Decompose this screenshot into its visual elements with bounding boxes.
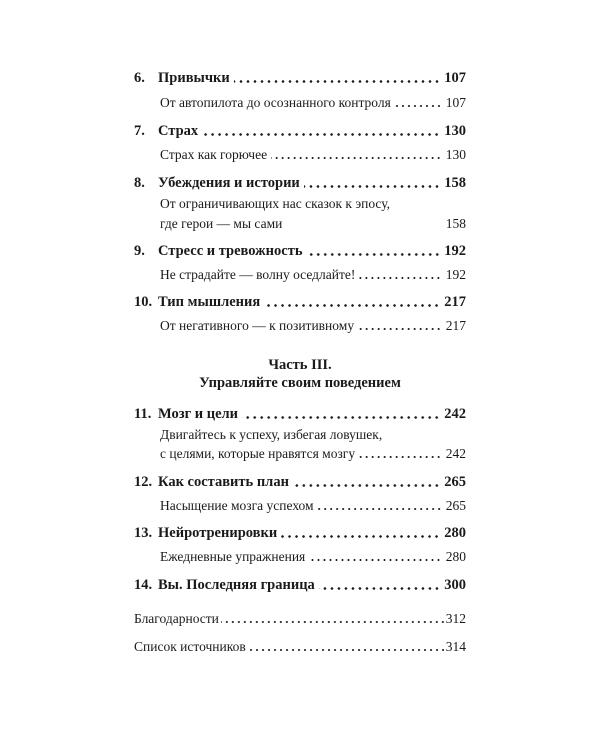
toc-chapter-7[interactable] (134, 120, 466, 140)
chapter-number: 6. (134, 70, 145, 86)
chapter-number: 10. (134, 294, 153, 310)
chapter-title: Нейротренировки (158, 525, 278, 541)
chapter-page: 265 (444, 474, 466, 490)
back-matter-page: 312 (445, 611, 466, 626)
toc-chapter-10[interactable] (134, 291, 466, 311)
dot-leader (309, 559, 441, 561)
chapter-title: Вы. Последняя граница (158, 577, 315, 593)
toc-subtitle-7[interactable] (160, 143, 466, 163)
dot-leader (359, 277, 441, 279)
toc-chapter-14[interactable] (134, 574, 466, 594)
subtitle-line-1: Двигайтесь к успеху, избегая ловушек, (160, 427, 383, 442)
back-matter-title: Список источников (134, 639, 246, 654)
dot-leader (202, 133, 440, 136)
chapter-page: 192 (444, 243, 466, 259)
chapter-number: 11. (134, 406, 152, 422)
toc-chapter-6[interactable] (134, 67, 466, 87)
chapter-number: 9. (134, 243, 145, 259)
subtitle-page: 265 (445, 498, 466, 513)
subtitle-text: Страх как горючее (160, 147, 268, 162)
chapter-page: 280 (444, 525, 466, 541)
toc-subtitle-9[interactable] (160, 263, 466, 283)
toc-chapter-11[interactable] (134, 403, 466, 423)
part-label: Часть III. (268, 357, 332, 373)
dot-leader (221, 621, 446, 623)
back-matter-page: 314 (445, 639, 466, 654)
chapter-page: 300 (444, 577, 466, 593)
part-title: Управляйте своим поведением (199, 375, 401, 391)
chapter-page: 217 (444, 294, 466, 310)
chapter-title: Как составить план (158, 474, 289, 490)
chapter-title: Страх (158, 123, 199, 139)
dot-leader (318, 508, 442, 510)
chapter-title: Стресс и тревожность (158, 243, 303, 259)
dot-leader (319, 587, 440, 590)
toc-acknowledgements[interactable] (134, 607, 466, 627)
chapter-number: 7. (134, 123, 145, 139)
subtitle-page: 158 (445, 216, 466, 231)
subtitle-text: с целями, которые нравятся мозгу (160, 446, 356, 461)
chapter-title: Привычки (158, 70, 230, 86)
chapter-page: 107 (444, 70, 466, 86)
dot-leader (264, 304, 440, 307)
subtitle-line-1: От ограничивающих нас сказок к эпосу, (160, 196, 391, 211)
chapter-number: 12. (134, 474, 153, 490)
dot-leader (293, 484, 440, 487)
back-matter-title: Благодарности (134, 611, 219, 626)
toc-subtitle-12[interactable] (160, 494, 466, 514)
subtitle-text: где герои — мы сами (160, 216, 283, 231)
dot-leader (395, 105, 442, 107)
dot-leader (234, 80, 441, 83)
subtitle-text: Насыщение мозга успехом (160, 498, 314, 513)
toc-references[interactable] (134, 635, 466, 655)
toc-subtitle-6[interactable] (160, 91, 466, 111)
chapter-title: Мозг и цели (158, 406, 239, 422)
dot-leader (304, 185, 440, 188)
subtitle-page: 217 (445, 318, 466, 333)
chapter-number: 14. (134, 577, 153, 593)
toc-subtitle-10[interactable] (160, 314, 466, 334)
chapter-page: 130 (444, 123, 466, 139)
dot-leader (248, 649, 446, 651)
subtitle-page: 280 (445, 549, 466, 564)
dot-leader (359, 456, 442, 458)
toc-chapter-8[interactable] (134, 172, 466, 192)
subtitle-text: Ежедневные упражнения (160, 549, 306, 564)
subtitle-page: 242 (445, 446, 466, 461)
toc-subtitle-8[interactable] (160, 212, 466, 232)
dot-leader (242, 416, 440, 419)
chapter-title: Тип мышления (158, 294, 261, 310)
dot-leader (358, 328, 442, 330)
toc-subtitle-11[interactable] (160, 442, 466, 462)
dot-leader (281, 535, 440, 538)
subtitle-text: Не страдайте — волну оседлайте! (160, 267, 356, 282)
chapter-title: Убеждения и истории (158, 175, 300, 191)
chapter-number: 8. (134, 175, 145, 191)
subtitle-text: От автопилота до осознанного контроля (160, 95, 391, 110)
toc-subtitle-13[interactable] (160, 545, 466, 565)
toc-chapter-12[interactable] (134, 471, 466, 491)
dot-leader (271, 157, 442, 159)
chapter-page: 158 (444, 175, 466, 191)
subtitle-page: 192 (445, 267, 466, 282)
subtitle-page: 107 (445, 95, 466, 110)
chapter-number: 13. (134, 525, 153, 541)
toc-chapter-9[interactable] (134, 240, 466, 260)
subtitle-page: 130 (445, 147, 466, 162)
toc-chapter-13[interactable] (134, 522, 466, 542)
dot-leader (307, 253, 441, 256)
chapter-page: 242 (444, 406, 466, 422)
subtitle-text: От негативного — к позитивному (160, 318, 355, 333)
